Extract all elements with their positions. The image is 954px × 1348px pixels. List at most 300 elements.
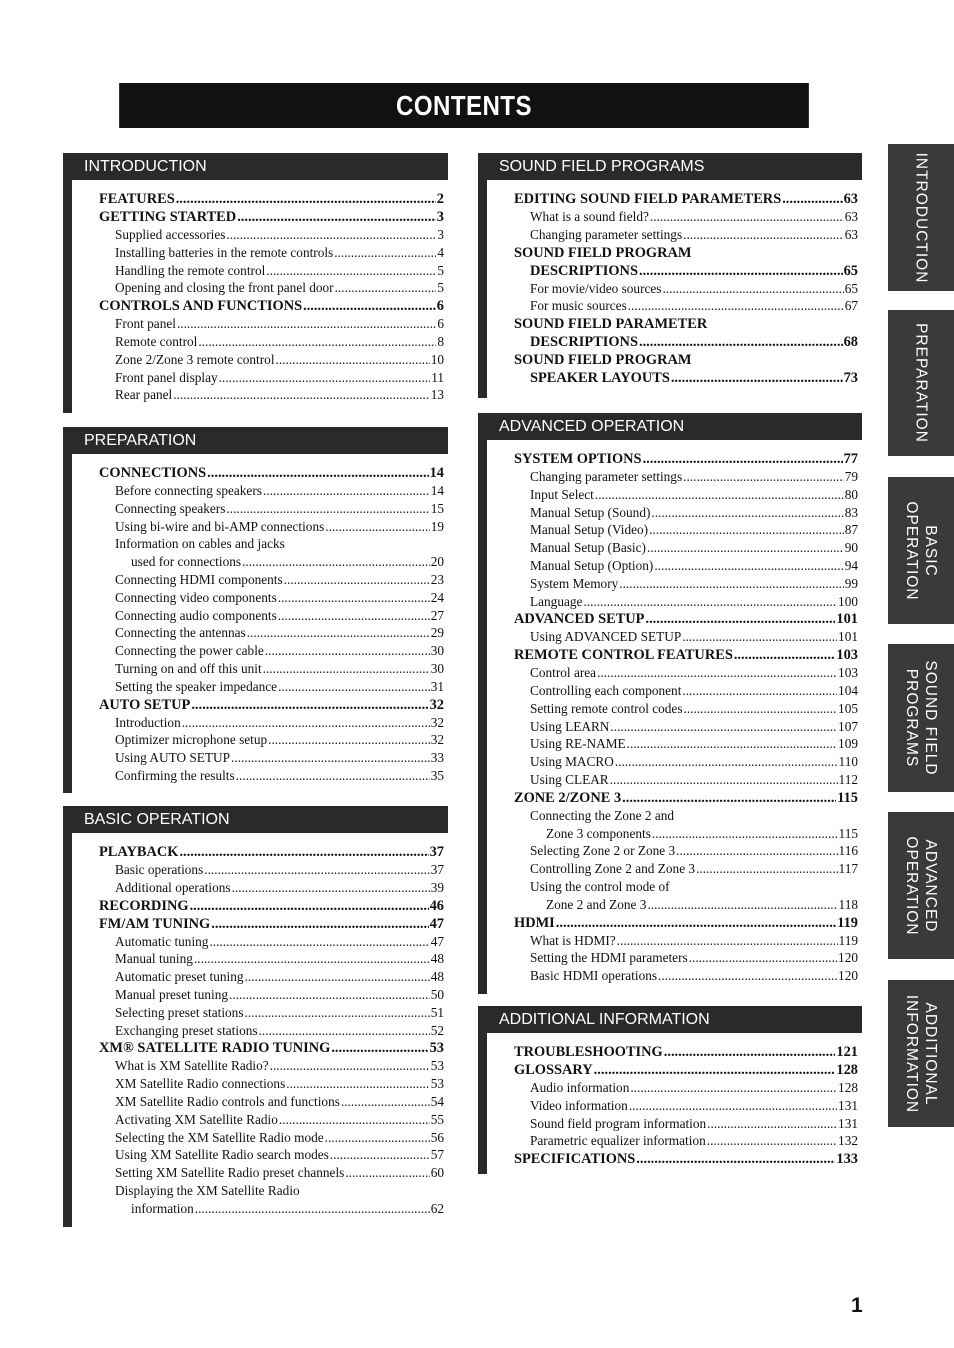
toc-sub-entry[interactable]	[487, 700, 862, 718]
toc-main-entry[interactable]	[487, 914, 862, 932]
toc-main-entry[interactable]	[487, 262, 862, 280]
toc-entry-page: 133	[836, 1151, 858, 1168]
toc-entry-page: 62	[430, 1200, 444, 1216]
dot-leader	[278, 678, 430, 696]
toc-main-entry[interactable]	[72, 464, 448, 482]
dot-leader	[190, 897, 429, 915]
toc-sub-entry[interactable]	[72, 607, 448, 625]
section-additional-information	[478, 1006, 862, 1174]
toc-entry-page: 5	[437, 280, 444, 296]
section-heading: SOUND FIELD PROGRAMS	[478, 153, 862, 180]
dot-leader	[191, 696, 428, 714]
toc-sub-entry[interactable]	[487, 1079, 862, 1097]
toc-entry-label: EDITING SOUND FIELD PARAMETERS	[514, 191, 782, 207]
toc-main-entry[interactable]	[72, 897, 448, 915]
dot-leader	[325, 518, 429, 536]
toc-entry-page: 19	[430, 518, 444, 534]
section-advanced-operation	[478, 413, 862, 994]
dot-leader	[242, 553, 430, 571]
dot-leader	[176, 190, 436, 208]
dot-leader	[259, 1022, 430, 1040]
side-tab-label: BASIC OPERATION	[903, 500, 939, 601]
toc-main-entry[interactable]	[487, 190, 862, 208]
toc-entry-page: 52	[430, 1022, 444, 1038]
toc-entry-label: DESCRIPTIONS	[530, 262, 638, 279]
toc-sub-entry[interactable]	[72, 1093, 448, 1111]
toc-entry-label: Using bi-wire and bi-AMP connections	[115, 518, 325, 534]
toc-main-entry[interactable]	[72, 915, 448, 933]
toc-entry-label: SPEAKER LAYOUTS	[530, 370, 670, 387]
toc-main-entry[interactable]	[72, 1039, 448, 1057]
toc-entry-page: 30	[430, 660, 444, 676]
toc-entry-label: Installing batteries in the remote controls	[115, 244, 334, 260]
toc-entry-page: 3	[437, 227, 444, 242]
toc-main-entry[interactable]	[487, 315, 862, 333]
toc-entry-page: 119	[838, 932, 858, 948]
dot-leader	[594, 1061, 836, 1079]
toc-entry-page: 115	[837, 789, 858, 806]
side-tab-preparation[interactable]	[888, 310, 954, 456]
dot-leader	[231, 749, 430, 767]
toc-entry-page: 109	[838, 736, 858, 752]
toc-entry-page: 103	[838, 665, 858, 681]
toc-entry-label: Turning on and off this unit	[115, 660, 262, 676]
toc-sub-entry[interactable]	[72, 879, 448, 897]
toc-entry-page: 120	[838, 968, 858, 984]
side-tab-label: ADDITIONAL INFORMATION	[903, 994, 939, 1113]
dot-leader	[219, 369, 431, 387]
toc-sub-entry[interactable]	[487, 967, 862, 985]
toc-entry-page: 53	[430, 1058, 444, 1074]
dot-leader	[707, 1115, 837, 1133]
toc-sub-entry[interactable]	[487, 521, 862, 539]
toc-entry-list	[487, 180, 862, 393]
toc-sub-entry[interactable]	[72, 749, 448, 767]
dot-leader	[345, 1164, 429, 1182]
toc-sub-entry[interactable]	[487, 860, 862, 878]
toc-sub-entry[interactable]	[72, 1164, 448, 1182]
toc-entry-page: 79	[844, 469, 858, 484]
toc-sub-entry[interactable]	[72, 333, 448, 351]
toc-entry-page: 32	[429, 696, 444, 713]
toc-entry-page: 128	[838, 1080, 858, 1095]
toc-sub-entry[interactable]	[487, 297, 862, 315]
toc-entry-label: Connecting speakers	[115, 500, 226, 516]
toc-sub-entry[interactable]	[487, 593, 862, 611]
toc-entry-label: Using MACRO	[530, 754, 614, 770]
toc-entry-label: Selecting preset stations	[115, 1004, 244, 1020]
toc-sub-entry[interactable]	[487, 504, 862, 522]
dot-leader	[245, 1004, 430, 1022]
section-sound-field-programs	[478, 153, 862, 398]
toc-entry-label: Manual Setup (Sound)	[530, 504, 651, 520]
dot-leader	[232, 879, 430, 897]
toc-main-entry[interactable]	[487, 450, 862, 468]
toc-sub-entry[interactable]	[487, 1097, 862, 1115]
toc-entry-label: Zone 3 components	[546, 825, 651, 841]
dot-leader	[630, 1079, 837, 1097]
page-title: CONTENTS	[119, 83, 809, 128]
toc-entry-label: Changing parameter settings	[530, 469, 683, 484]
toc-entry-page: 94	[844, 557, 858, 573]
dot-leader	[689, 949, 837, 967]
toc-entry-page: 56	[430, 1129, 444, 1145]
toc-main-entry[interactable]	[487, 610, 862, 628]
toc-sub-entry[interactable]	[72, 226, 448, 244]
toc-entry-label: Remote control	[115, 333, 198, 349]
toc-sub-entry[interactable]	[487, 949, 862, 967]
toc-entry-page: 2	[436, 191, 444, 207]
toc-entry-label: What is HDMI?	[530, 932, 616, 948]
toc-main-entry[interactable]	[487, 646, 862, 664]
toc-sub-entry[interactable]	[72, 244, 448, 262]
toc-entry-label: Front panel	[115, 316, 176, 332]
toc-entry-label: Additional operations	[115, 879, 231, 895]
toc-entry-page: 107	[838, 718, 858, 734]
toc-main-entry[interactable]	[487, 333, 862, 351]
side-tab-advanced-operation[interactable]	[888, 812, 954, 959]
toc-sub-entry[interactable]	[72, 624, 448, 642]
toc-entry-label: Input Select	[530, 486, 594, 502]
toc-entry-label: Displaying the XM Satellite Radio	[115, 1182, 300, 1198]
dot-leader	[177, 315, 436, 333]
toc-entry-page: 3	[436, 209, 444, 225]
dot-leader	[782, 190, 842, 208]
toc-sub-entry[interactable]	[487, 807, 862, 825]
toc-entry-page: 117	[838, 861, 858, 877]
dot-leader	[270, 1057, 430, 1075]
dot-leader	[643, 450, 843, 468]
toc-sub-entry[interactable]	[72, 589, 448, 607]
side-tab-sound-field-programs[interactable]	[888, 644, 954, 792]
dot-leader	[276, 351, 430, 369]
toc-entry-label: Handling the remote control	[115, 262, 266, 278]
toc-entry-label: HDMI	[514, 914, 555, 931]
toc-main-entry[interactable]	[487, 789, 862, 807]
toc-sub-entry[interactable]	[487, 557, 862, 575]
toc-main-entry[interactable]	[72, 843, 448, 861]
dot-leader	[597, 664, 837, 682]
toc-entry-label: For music sources	[530, 298, 627, 314]
toc-entry-label: What is XM Satellite Radio?	[115, 1058, 269, 1074]
dot-leader	[173, 386, 429, 404]
toc-entry-page: 4	[437, 244, 444, 260]
dot-leader	[682, 682, 837, 700]
dot-leader	[652, 825, 838, 843]
toc-entry-page: 30	[430, 643, 444, 659]
toc-entry-page: 8	[437, 333, 444, 349]
toc-sub-entry[interactable]	[487, 539, 862, 557]
toc-sub-entry[interactable]	[72, 678, 448, 696]
toc-entry-page: 101	[836, 611, 858, 628]
toc-entry-page: 99	[844, 575, 858, 591]
toc-main-entry[interactable]	[487, 1061, 862, 1079]
toc-entry-page: 6	[436, 298, 444, 315]
toc-sub-entry[interactable]	[72, 1075, 448, 1093]
toc-sub-entry[interactable]	[72, 1022, 448, 1040]
toc-entry-page: 51	[430, 1004, 444, 1020]
toc-sub-entry[interactable]	[487, 486, 862, 504]
toc-sub-entry[interactable]	[487, 878, 862, 896]
toc-entry-page: 115	[838, 825, 858, 841]
toc-entry-label: ZONE 2/ZONE 3	[514, 789, 622, 806]
dot-leader	[610, 718, 837, 736]
toc-entry-page: 48	[430, 969, 444, 985]
toc-sub-entry[interactable]	[72, 279, 448, 297]
toc-entry-label: DESCRIPTIONS	[530, 334, 638, 351]
toc-sub-entry[interactable]	[487, 842, 862, 860]
dot-leader	[649, 521, 844, 539]
toc-main-entry[interactable]	[72, 208, 448, 226]
dot-leader	[335, 279, 437, 297]
toc-sub-entry[interactable]	[72, 660, 448, 678]
toc-entry-label: Setting remote control codes	[530, 700, 683, 716]
dot-leader	[654, 557, 843, 575]
toc-sub-entry[interactable]	[72, 714, 448, 732]
toc-sub-entry[interactable]	[72, 1146, 448, 1164]
toc-main-entry[interactable]	[487, 244, 862, 262]
toc-entry-label: Manual Setup (Video)	[530, 522, 649, 538]
toc-entry-page: 46	[429, 897, 444, 914]
toc-entry-label: Manual preset tuning	[115, 986, 228, 1002]
toc-sub-entry[interactable]	[487, 226, 862, 244]
toc-entry-label: RECORDING	[99, 897, 189, 914]
toc-sub-entry[interactable]	[72, 482, 448, 500]
toc-sub-entry[interactable]	[72, 571, 448, 589]
toc-sub-entry[interactable]	[72, 518, 448, 536]
toc-entry-page: 27	[430, 607, 444, 623]
toc-sub-entry[interactable]	[72, 1057, 448, 1075]
toc-sub-entry[interactable]	[72, 553, 448, 571]
toc-entry-label: Control area	[530, 665, 597, 681]
toc-main-entry[interactable]	[72, 297, 448, 315]
toc-entry-label: Connecting the antennas	[115, 625, 246, 641]
toc-sub-entry[interactable]	[487, 896, 862, 914]
toc-sub-entry[interactable]	[72, 1182, 448, 1200]
toc-entry-page: 87	[844, 522, 858, 538]
side-tab-additional-information[interactable]	[888, 980, 954, 1127]
toc-sub-entry[interactable]	[487, 628, 862, 646]
toc-sub-entry[interactable]	[72, 262, 448, 280]
toc-entry-label: XM Satellite Radio controls and functions	[115, 1093, 340, 1109]
toc-entry-page: 32	[430, 714, 444, 730]
toc-entry-label: Connecting the Zone 2 and	[530, 807, 675, 823]
toc-entry-label: GLOSSARY	[514, 1062, 593, 1078]
toc-sub-entry[interactable]	[72, 933, 448, 951]
toc-entry-page: 67	[844, 298, 858, 314]
section-heading: PREPARATION	[63, 427, 448, 454]
toc-entry-label: Confirming the results	[115, 767, 235, 783]
dot-leader	[647, 539, 844, 557]
toc-sub-entry[interactable]	[487, 1132, 862, 1150]
side-tab-basic-operation[interactable]	[888, 477, 954, 624]
toc-sub-entry[interactable]	[487, 468, 862, 486]
toc-sub-entry[interactable]	[72, 968, 448, 986]
dot-leader	[647, 896, 837, 914]
dot-leader	[628, 297, 844, 315]
toc-sub-entry[interactable]	[72, 950, 448, 968]
dot-leader	[236, 767, 430, 785]
toc-sub-entry[interactable]	[72, 386, 448, 404]
toc-entry-page: 14	[429, 465, 444, 481]
toc-sub-entry[interactable]	[487, 825, 862, 843]
toc-sub-entry[interactable]	[72, 767, 448, 785]
toc-sub-entry[interactable]	[72, 369, 448, 387]
toc-main-entry[interactable]	[72, 696, 448, 714]
toc-entry-page: 110	[838, 754, 858, 770]
toc-sub-entry[interactable]	[72, 986, 448, 1004]
toc-entry-label: Connecting audio components	[115, 607, 277, 623]
toc-sub-entry[interactable]	[72, 642, 448, 660]
toc-entry-page: 63	[844, 226, 858, 242]
dot-leader	[182, 714, 430, 732]
toc-entry-label: REMOTE CONTROL FEATURES	[514, 647, 733, 664]
toc-entry-label: Connecting HDMI components	[115, 571, 283, 587]
toc-entry-page: 132	[838, 1133, 858, 1149]
toc-sub-entry[interactable]	[487, 718, 862, 736]
toc-entry-label: SOUND FIELD PROGRAM	[514, 352, 692, 369]
toc-sub-entry[interactable]	[72, 1004, 448, 1022]
toc-entry-page: 116	[838, 843, 858, 859]
dot-leader	[662, 280, 843, 298]
toc-sub-entry[interactable]	[72, 535, 448, 553]
dot-leader	[331, 1039, 428, 1057]
toc-entry-label: Using RE-NAME	[530, 736, 626, 752]
toc-sub-entry[interactable]	[72, 1129, 448, 1147]
toc-sub-entry[interactable]	[72, 731, 448, 749]
toc-entry-label: TROUBLESHOOTING	[514, 1044, 663, 1060]
toc-entry-label: XM® SATELLITE RADIO TUNING	[99, 1040, 331, 1057]
toc-entry-page: 6	[437, 316, 444, 332]
toc-entry-label: Connecting video components	[115, 589, 277, 605]
toc-entry-list	[72, 454, 448, 791]
toc-entry-label: Setting XM Satellite Radio preset channels	[115, 1165, 345, 1181]
toc-entry-page: 35	[430, 767, 444, 783]
toc-entry-label: SPECIFICATIONS	[514, 1151, 636, 1168]
toc-entry-page: 53	[429, 1040, 444, 1057]
side-tab-label: SOUND FIELD PROGRAMS	[903, 660, 939, 776]
section-heading: INTRODUCTION	[63, 153, 448, 180]
toc-sub-entry[interactable]	[487, 575, 862, 593]
toc-main-entry[interactable]	[487, 1043, 862, 1061]
dot-leader	[211, 915, 428, 933]
toc-entry-label: CONTROLS AND FUNCTIONS	[99, 298, 303, 315]
toc-entry-page: 80	[844, 486, 858, 502]
dot-leader	[266, 262, 436, 280]
dot-leader	[682, 628, 837, 646]
toc-entry-label: Language	[530, 593, 583, 609]
toc-entry-label: Using AUTO SETUP	[115, 750, 231, 766]
toc-entry-label: Setting the HDMI parameters	[530, 950, 688, 966]
toc-entry-label: Opening and closing the front panel door	[115, 280, 334, 296]
toc-entry-page: 37	[430, 862, 444, 877]
toc-main-entry[interactable]	[72, 190, 448, 208]
dot-leader	[207, 464, 428, 482]
toc-entry-label: Using the control mode of	[530, 878, 670, 894]
toc-main-entry[interactable]	[487, 351, 862, 369]
toc-entry-page: 119	[837, 914, 858, 931]
dot-leader	[286, 1075, 429, 1093]
toc-entry-label: FM/AM TUNING	[99, 915, 211, 932]
toc-entry-page: 10	[430, 351, 444, 367]
dot-leader	[650, 208, 844, 226]
side-tab-label: PREPARATION	[912, 323, 930, 443]
toc-main-entry[interactable]	[487, 1150, 862, 1168]
dot-leader	[247, 624, 430, 642]
toc-sub-entry[interactable]	[487, 1115, 862, 1133]
toc-sub-entry[interactable]	[487, 771, 862, 789]
side-tab-introduction[interactable]	[888, 144, 954, 291]
toc-entry-label: AUTO SETUP	[99, 696, 191, 713]
toc-sub-entry[interactable]	[72, 1111, 448, 1129]
toc-entry-label: Automatic tuning	[115, 933, 209, 949]
dot-leader	[707, 1132, 837, 1150]
toc-sub-entry[interactable]	[487, 682, 862, 700]
toc-sub-entry[interactable]	[72, 861, 448, 879]
dot-leader	[629, 1097, 837, 1115]
toc-sub-entry[interactable]	[72, 500, 448, 518]
dot-leader	[651, 504, 843, 522]
dot-leader	[229, 986, 430, 1004]
toc-sub-entry[interactable]	[487, 664, 862, 682]
toc-entry-label: Sound field program information	[530, 1115, 707, 1131]
toc-entry-label: Activating XM Satellite Radio	[115, 1111, 278, 1127]
dot-leader	[341, 1093, 430, 1111]
dot-leader	[179, 843, 428, 861]
toc-sub-entry[interactable]	[72, 351, 448, 369]
dot-leader	[265, 642, 430, 660]
toc-entry-page: 47	[429, 915, 444, 932]
toc-sub-entry[interactable]	[487, 735, 862, 753]
toc-entry-label: Video information	[530, 1097, 628, 1113]
toc-entry-page: 118	[838, 896, 858, 912]
toc-sub-entry[interactable]	[487, 753, 862, 771]
toc-entry-label: Audio information	[530, 1080, 630, 1095]
toc-entry-label: used for connections	[131, 554, 242, 570]
toc-entry-label: ADVANCED SETUP	[514, 611, 645, 628]
toc-sub-entry[interactable]	[72, 1200, 448, 1218]
side-tab-label: ADVANCED OPERATION	[903, 835, 939, 936]
toc-entry-page: 112	[838, 771, 858, 787]
toc-entry-page: 131	[838, 1115, 858, 1131]
toc-entry-page: 37	[429, 844, 444, 860]
toc-entry-page: 50	[430, 986, 444, 1002]
toc-entry-list	[72, 180, 448, 410]
toc-sub-entry[interactable]	[487, 208, 862, 226]
dot-leader	[671, 369, 843, 387]
toc-entry-label: For movie/video sources	[530, 280, 662, 296]
toc-main-entry[interactable]	[487, 369, 862, 387]
side-tab-label: INTRODUCTION	[912, 152, 930, 283]
toc-entry-label: information	[131, 1200, 194, 1216]
section-basic-operation	[63, 806, 448, 1227]
toc-sub-entry[interactable]	[487, 932, 862, 950]
toc-entry-page: 5	[437, 262, 444, 278]
dot-leader	[198, 333, 436, 351]
toc-entry-page: 53	[430, 1076, 444, 1092]
toc-entry-label: Selecting the XM Satellite Radio mode	[115, 1129, 324, 1145]
toc-sub-entry[interactable]	[487, 280, 862, 298]
toc-entry-page: 68	[843, 334, 858, 351]
toc-entry-label: Changing parameter settings	[530, 226, 683, 242]
toc-entry-page: 131	[838, 1097, 858, 1113]
dot-leader	[263, 660, 430, 678]
dot-leader	[268, 731, 430, 749]
toc-sub-entry[interactable]	[72, 315, 448, 333]
dot-leader	[734, 646, 836, 664]
toc-entry-page: 33	[430, 750, 444, 766]
toc-entry-page: 32	[430, 732, 444, 748]
